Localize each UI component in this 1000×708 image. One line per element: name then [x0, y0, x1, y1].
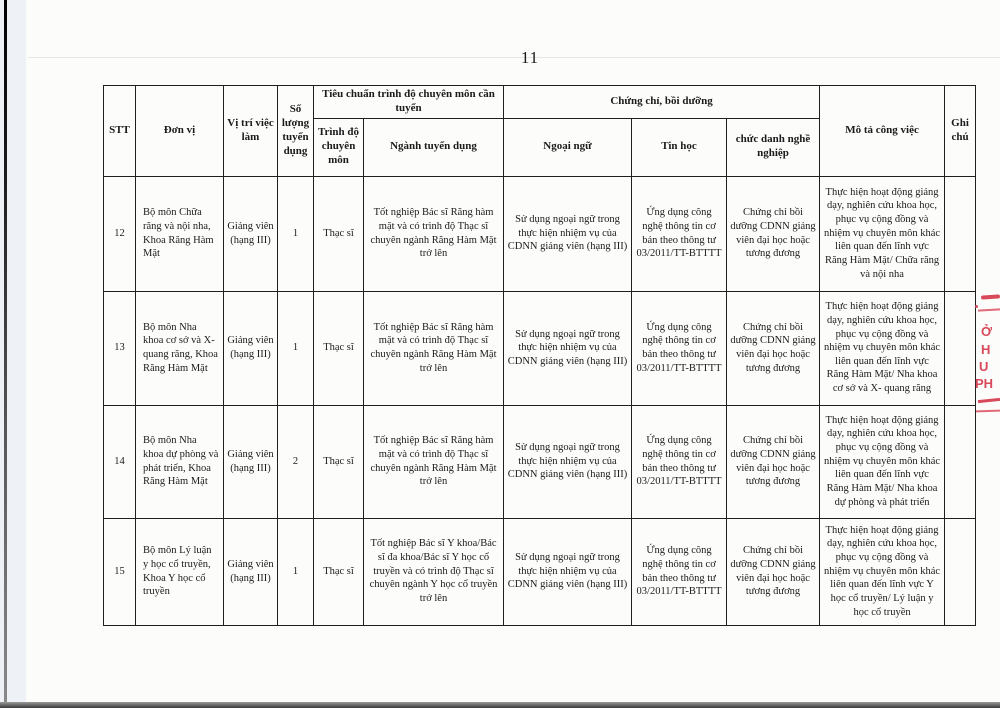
stamp-letter: Ở [981, 324, 993, 339]
cell-tin-hoc: Ứng dụng công nghệ thông tin cơ bản theo thông tư 03/2011/TT-BTTTT [632, 291, 727, 405]
cell-stt: 14 [104, 405, 136, 518]
scan-bottom-edge [0, 702, 1000, 708]
cell-stt: 15 [104, 518, 136, 625]
stamp-letter: U [979, 359, 989, 374]
cell-ngoai-ngu: Sử dụng ngoại ngữ trong thực hiện nhiệm vụ của CDNN giảng viên (hạng III) [504, 291, 632, 405]
cell-don-vi: Bộ môn Chữa răng và nội nha, Khoa Răng Hàm Mặt [136, 176, 224, 291]
cell-mo-ta: Thực hiện hoạt động giảng dạy, nghiên cứu khoa học, phục vụ cộng đồng và nhiệm vụ chuyên môn khác liên quan đến lĩnh vực Răng Hàm Mặt/ Chữa răng và nội nha [820, 176, 945, 291]
stamp-letter: PH [975, 376, 994, 391]
cell-ngoai-ngu: Sử dụng ngoại ngữ trong thực hiện nhiệm vụ của CDNN giảng viên (hạng III) [504, 176, 632, 291]
group-header-chung-chi: Chứng chỉ, bồi dưỡng [504, 86, 820, 119]
col-header-tin-hoc: Tin học [632, 118, 727, 176]
cell-ngoai-ngu: Sử dụng ngoại ngữ trong thực hiện nhiệm vụ của CDNN giảng viên (hạng III) [504, 405, 632, 518]
cell-tin-hoc: Ứng dụng công nghệ thông tin cơ bản theo thông tư 03/2011/TT-BTTTT [632, 405, 727, 518]
cell-don-vi: Bộ môn Lý luận y học cổ truyền, Khoa Y học cổ truyền [136, 518, 224, 625]
col-header-mo-ta: Mô tả công việc [820, 86, 945, 177]
cell-ghi-chu [945, 405, 976, 518]
cell-don-vi: Bộ môn Nha khoa cơ sở và X-quang răng, Khoa Răng Hàm Mặt [136, 291, 224, 405]
cell-nganh: Tốt nghiệp Bác sĩ Răng hàm mặt và có trình độ Thạc sĩ chuyên ngành Răng Hàm Mặt trở lên [364, 405, 504, 518]
stamp-letter: H [981, 342, 991, 357]
cell-vi-tri: Giảng viên (hạng III) [224, 405, 278, 518]
col-header-stt: STT [104, 86, 136, 177]
cell-ngoai-ngu: Sử dụng ngoại ngữ trong thực hiện nhiệm vụ của CDNN giảng viên (hạng III) [504, 518, 632, 625]
cell-so-luong: 1 [278, 291, 314, 405]
col-header-trinh-do: Trình độ chuyên môn [314, 118, 364, 176]
cell-stt: 13 [104, 291, 136, 405]
cell-mo-ta: Thực hiện hoạt động giảng dạy, nghiên cứu khoa học, phục vụ cộng đồng và nhiệm vụ chuyên môn khác liên quan đến lĩnh vực Y học cổ truyền/ Lý luận y học cổ truyền [820, 518, 945, 625]
col-header-ngoai-ngu: Ngoại ngữ [504, 118, 632, 176]
cell-ghi-chu [945, 291, 976, 405]
cell-vi-tri: Giảng viên (hạng III) [224, 518, 278, 625]
header-group-row [104, 86, 976, 119]
cell-so-luong: 1 [278, 176, 314, 291]
cell-tin-hoc: Ứng dụng công nghệ thông tin cơ bản theo thông tư 03/2011/TT-BTTTT [632, 518, 727, 625]
scan-left-edge-line [4, 0, 7, 708]
cell-so-luong: 1 [278, 518, 314, 625]
cell-nganh: Tốt nghiệp Bác sĩ Răng hàm mặt và có trình độ Thạc sĩ chuyên ngành Răng Hàm Mặt trở lên [364, 291, 504, 405]
stamp-mark [978, 308, 1000, 311]
cell-mo-ta: Thực hiện hoạt động giảng dạy, nghiên cứu khoa học, phục vụ cộng đồng và nhiệm vụ chuyên môn khác liên quan đến lĩnh vực Răng Hàm Mặt/ Nha khoa cơ sở và X- quang răng [820, 291, 945, 405]
cell-nganh: Tốt nghiệp Bác sĩ Răng hàm mặt và có trình độ Thạc sĩ chuyên ngành Răng Hàm Mặt trở lên [364, 176, 504, 291]
stamp-mark [978, 398, 1000, 403]
col-header-vi-tri: Vị trí việc làm [224, 86, 278, 177]
cell-ghi-chu [945, 176, 976, 291]
table-row [104, 405, 976, 518]
cell-tin-hoc: Ứng dụng công nghệ thông tin cơ bản theo thông tư 03/2011/TT-BTTTT [632, 176, 727, 291]
cell-ghi-chu [945, 518, 976, 625]
cell-mo-ta: Thực hiện hoạt động giảng dạy, nghiên cứu khoa học, phục vụ cộng đồng và nhiệm vụ chuyên môn khác liên quan đến lĩnh vực Răng Hàm Mặt/ Nha khoa dự phòng và phát triển [820, 405, 945, 518]
col-header-so-luong: Số lượng tuyển dụng [278, 86, 314, 177]
stamp-mark [976, 410, 1000, 413]
page-number: 11 [520, 48, 540, 67]
col-header-don-vi: Đơn vị [136, 86, 224, 177]
group-header-tieu-chuan: Tiêu chuẩn trình độ chuyên môn cần tuyển [314, 86, 504, 119]
cell-trinh-do: Thạc sĩ [314, 176, 364, 291]
stamp-mark [975, 305, 978, 308]
cell-chuc-danh: Chứng chỉ bồi dưỡng CDNN giảng viên đại học hoặc tương đương [727, 405, 820, 518]
cell-so-luong: 2 [278, 405, 314, 518]
stamp-mark [981, 294, 1000, 299]
col-header-ghi-chu: Ghi chú [945, 86, 976, 177]
cell-chuc-danh: Chứng chỉ bồi dưỡng CDNN giảng viên đại học hoặc tương đương [727, 176, 820, 291]
cell-chuc-danh: Chứng chỉ bồi dưỡng CDNN giảng viên đại học hoặc tương đương [727, 518, 820, 625]
cell-trinh-do: Thạc sĩ [314, 405, 364, 518]
table-row [104, 176, 976, 291]
cell-vi-tri: Giảng viên (hạng III) [224, 291, 278, 405]
cell-trinh-do: Thạc sĩ [314, 291, 364, 405]
cell-don-vi: Bộ môn Nha khoa dự phòng và phát triển, Khoa Răng Hàm Mặt [136, 405, 224, 518]
cell-chuc-danh: Chứng chỉ bồi dưỡng CDNN giảng viên đại học hoặc tương đương [727, 291, 820, 405]
table-row [104, 291, 976, 405]
cell-trinh-do: Thạc sĩ [314, 518, 364, 625]
cell-vi-tri: Giảng viên (hạng III) [224, 176, 278, 291]
col-header-chuc-danh: chức danh nghề nghiệp [727, 118, 820, 176]
col-header-nganh: Ngành tuyển dụng [364, 118, 504, 176]
recruitment-table [103, 85, 976, 626]
cell-stt: 12 [104, 176, 136, 291]
table-row [104, 518, 976, 625]
cell-nganh: Tốt nghiệp Bác sĩ Y khoa/Bác sĩ đa khoa/Bác sĩ Y học cổ truyền và có trình độ Thạc sĩ chuyên ngành Y học cổ truyền trở lên [364, 518, 504, 625]
